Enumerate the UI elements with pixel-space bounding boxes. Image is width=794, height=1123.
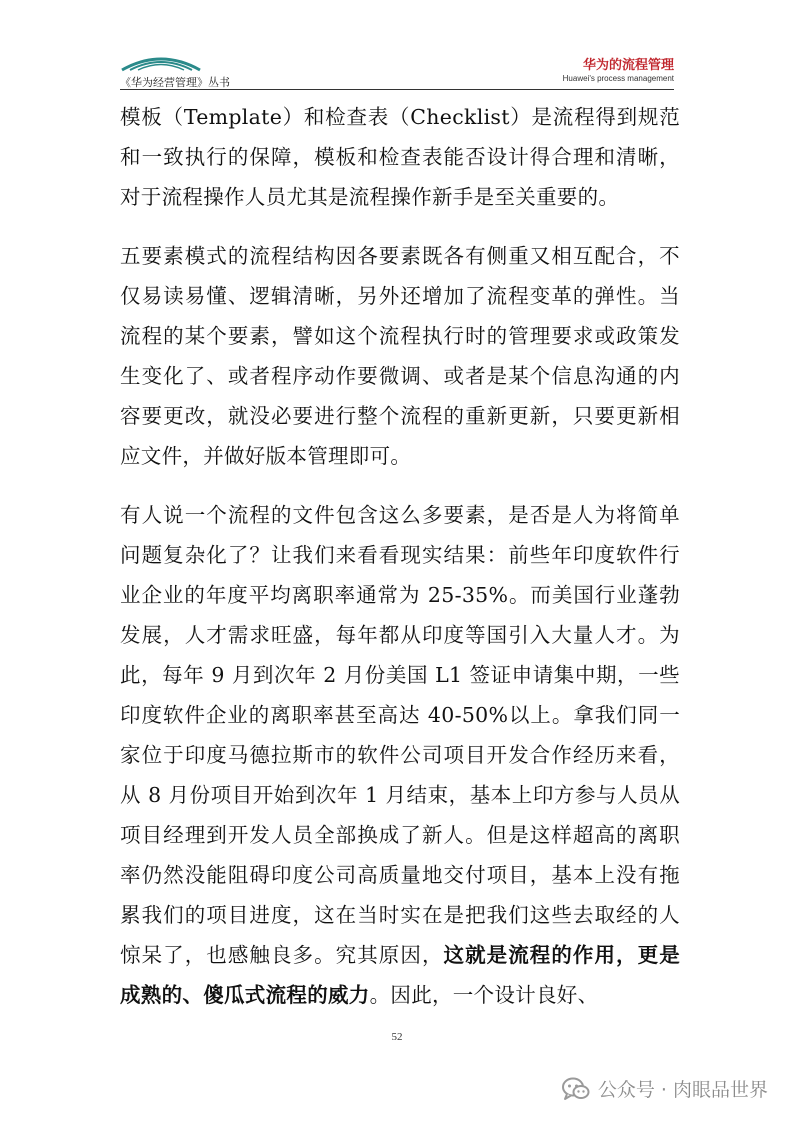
book-title-brand xyxy=(563,58,674,84)
emphasized-text: 这就是流程的作用，更是成熟的、傻瓜式流程的威力 xyxy=(120,943,680,1007)
book-series-label: 《华为经营管理》丛书 xyxy=(120,76,230,89)
paragraph xyxy=(120,495,680,1015)
book-title-cn: 华为的流程管理 xyxy=(582,58,674,73)
page-content xyxy=(120,97,680,1034)
page-header xyxy=(120,48,674,92)
paragraph-text: 有人说一个流程的文件包含这么多要素，是否是人为将简单问题复杂化了？让我们来看看现实结果：前些年印度软件行业企业的年度平均离职率通常为 25-35%。而美国行业蓬勃发展，人才需求旺盛，每年都从印度等国引入大量人才。为此，每年 9 月到次年 2 月份美国 L1 签证申请集中期，一些印度软件企业的离职率甚至高达 40-50%以上。拿我们同一家位于印度马德拉斯市的软件公司项目开发合作经历来看，从 8 月份项目开始到次年 1 月结束，基本上印方参与人员从项目经理到开发人员全部换成了新人。但是这样超高的离职率仍然没能阻碍印度公司高质量地交付项目，基本上没有拖累我们的项目进度，这在当时实在是把我们这些去取经的人惊呆了，也感触良多。究其原因， xyxy=(120,503,680,967)
watermark-text: 公众号 · 肉眼品世界 xyxy=(597,1079,768,1101)
paragraph-text: 模板（Template）和检查表（Checklist）是流程得到规范和一致执行的保障，模板和检查表能否设计得合理和清晰，对于流程操作人员尤其是流程操作新手是至关重要的。 xyxy=(120,105,680,209)
paragraph xyxy=(120,97,680,217)
header-divider xyxy=(120,89,674,90)
wechat-icon xyxy=(562,1077,590,1101)
wechat-watermark xyxy=(562,1075,768,1102)
paragraph-text: 。因此，一个设计良好、 xyxy=(369,983,599,1007)
paragraph xyxy=(120,236,680,476)
book-title-en: Huawei's process management xyxy=(562,74,674,83)
page-number: 52 xyxy=(391,1031,403,1043)
book-series-logo xyxy=(120,48,202,76)
paragraph-text: 五要素模式的流程结构因各要素既各有侧重又相互配合，不仅易读易懂、逻辑清晰，另外还增加了流程变革的弹性。当流程的某个要素，譬如这个流程执行时的管理要求或政策发生变化了、或者程序动作要微调、或者是某个信息沟通的内容要更改，就没必要进行整个流程的重新更新，只要更新相应文件，并做好版本管理即可。 xyxy=(120,244,680,468)
